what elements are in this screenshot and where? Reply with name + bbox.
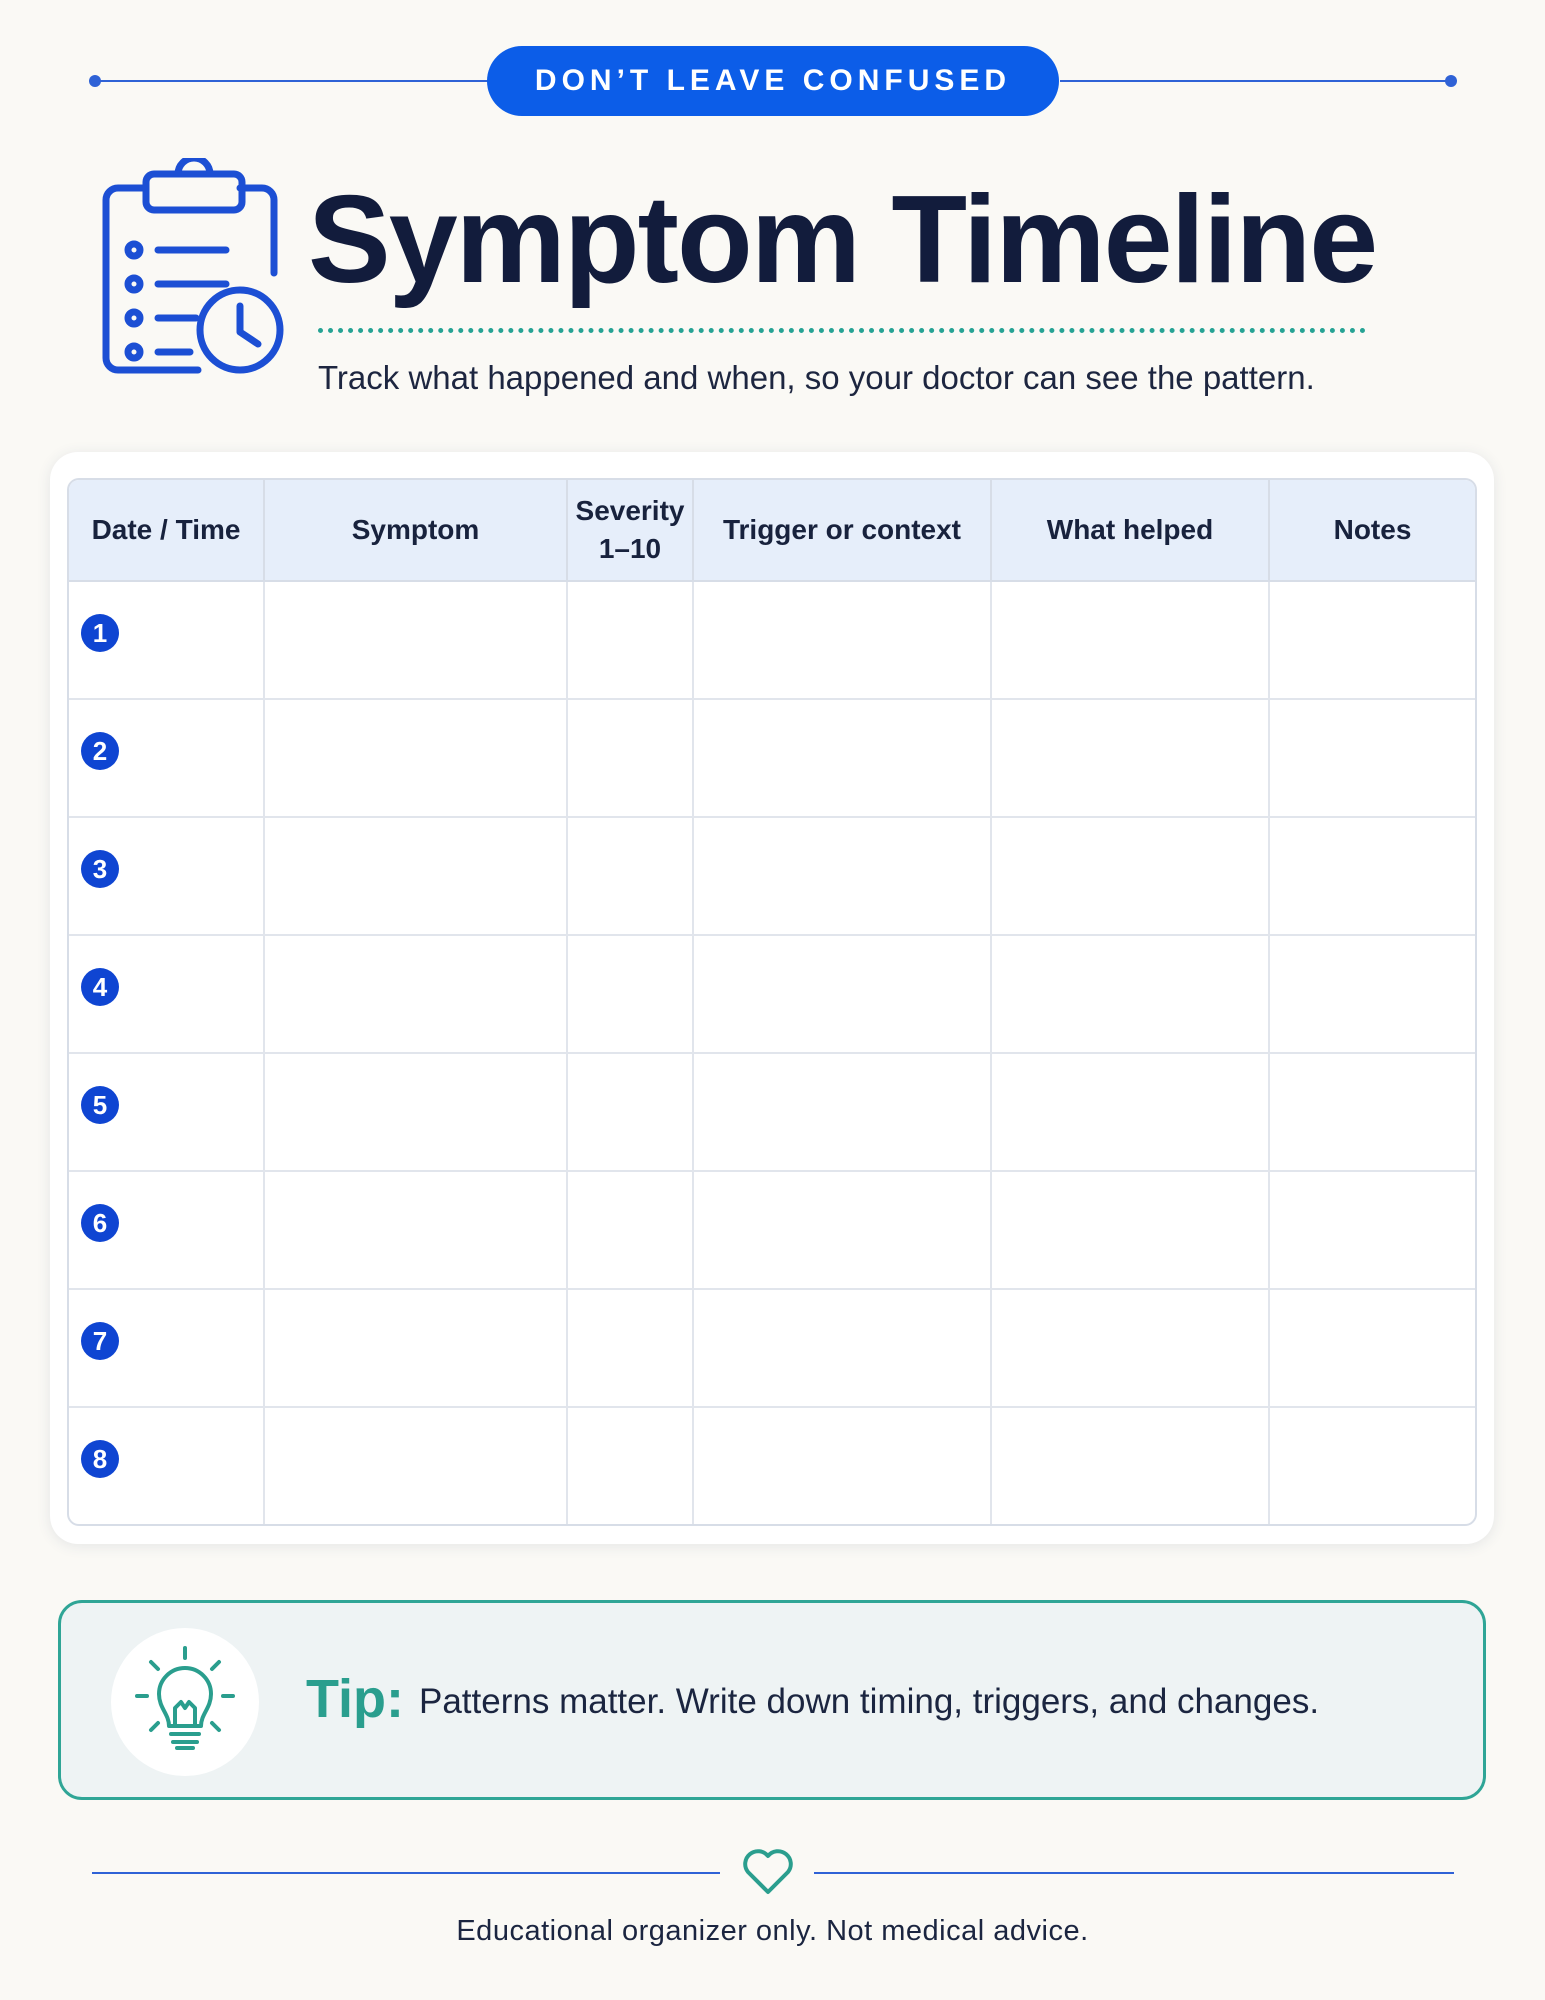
cell-symptom[interactable] xyxy=(265,700,568,818)
symptom-table xyxy=(67,478,1477,1526)
cell-notes[interactable] xyxy=(1270,582,1475,700)
page-subtitle: Track what happened and when, so your doctor can see the pattern. xyxy=(318,359,1315,396)
heart-icon xyxy=(740,1846,796,1898)
banner-dot-left xyxy=(89,75,101,87)
cell-notes[interactable] xyxy=(1270,700,1475,818)
cell-date-time[interactable] xyxy=(69,936,265,1054)
cell-notes[interactable] xyxy=(1270,818,1475,936)
row-number-badge: 1 xyxy=(81,614,119,652)
tip-icon-circle xyxy=(111,1628,259,1776)
column-header-trigger: Trigger or context xyxy=(694,480,992,582)
cell-date-time[interactable] xyxy=(69,1054,265,1172)
table-row xyxy=(69,1054,1475,1172)
column-header-date-time: Date / Time xyxy=(69,480,265,582)
footer-line-left xyxy=(92,1872,720,1874)
cell-symptom[interactable] xyxy=(265,936,568,1054)
cell-trigger[interactable] xyxy=(694,818,992,936)
row-number-badge: 7 xyxy=(81,1322,119,1360)
table-row xyxy=(69,1172,1475,1290)
cell-severity[interactable] xyxy=(568,1172,694,1290)
lightbulb-icon xyxy=(125,1642,245,1762)
title-dotted-divider xyxy=(318,328,1366,333)
row-number-badge: 6 xyxy=(81,1204,119,1242)
footer-disclaimer: Educational organizer only. Not medical advice. xyxy=(456,1915,1089,1947)
row-number-badge: 5 xyxy=(81,1086,119,1124)
cell-date-time[interactable] xyxy=(69,700,265,818)
row-number-badge: 4 xyxy=(81,968,119,1006)
cell-severity[interactable] xyxy=(568,936,694,1054)
cell-symptom[interactable] xyxy=(265,1408,568,1524)
clipboard-clock-icon xyxy=(98,158,288,380)
banner-dot-right xyxy=(1445,75,1457,87)
tip-box xyxy=(58,1600,1486,1800)
cell-notes[interactable] xyxy=(1270,1054,1475,1172)
table-row xyxy=(69,582,1475,700)
table-row xyxy=(69,936,1475,1054)
cell-severity[interactable] xyxy=(568,1290,694,1408)
cell-symptom[interactable] xyxy=(265,582,568,700)
cell-date-time[interactable] xyxy=(69,818,265,936)
cell-trigger[interactable] xyxy=(694,936,992,1054)
cell-notes[interactable] xyxy=(1270,1172,1475,1290)
cell-severity[interactable] xyxy=(568,1408,694,1524)
row-number-badge: 8 xyxy=(81,1440,119,1478)
banner-line-right xyxy=(1060,80,1452,82)
cell-what-helped[interactable] xyxy=(992,818,1270,936)
column-header-symptom: Symptom xyxy=(265,480,568,582)
cell-trigger[interactable] xyxy=(694,1408,992,1524)
cell-date-time[interactable] xyxy=(69,1290,265,1408)
cell-severity[interactable] xyxy=(568,1054,694,1172)
table-row xyxy=(69,1408,1475,1524)
cell-what-helped[interactable] xyxy=(992,1172,1270,1290)
cell-trigger[interactable] xyxy=(694,1172,992,1290)
table-header-row xyxy=(69,480,1475,582)
cell-trigger[interactable] xyxy=(694,1290,992,1408)
cell-trigger[interactable] xyxy=(694,582,992,700)
cell-trigger[interactable] xyxy=(694,700,992,818)
cell-symptom[interactable] xyxy=(265,1290,568,1408)
cell-date-time[interactable] xyxy=(69,1172,265,1290)
column-header-notes: Notes xyxy=(1270,480,1475,582)
row-number-badge: 2 xyxy=(81,732,119,770)
column-header-what-helped: What helped xyxy=(992,480,1270,582)
cell-what-helped[interactable] xyxy=(992,700,1270,818)
cell-severity[interactable] xyxy=(568,818,694,936)
cell-what-helped[interactable] xyxy=(992,582,1270,700)
column-header-severity: Severity 1–10 xyxy=(568,480,694,582)
cell-what-helped[interactable] xyxy=(992,1054,1270,1172)
cell-notes[interactable] xyxy=(1270,1290,1475,1408)
cell-trigger[interactable] xyxy=(694,1054,992,1172)
tip-label: Tip: xyxy=(306,1669,404,1729)
footer-line-right xyxy=(814,1872,1454,1874)
cell-notes[interactable] xyxy=(1270,1408,1475,1524)
cell-what-helped[interactable] xyxy=(992,1408,1270,1524)
cell-symptom[interactable] xyxy=(265,1172,568,1290)
cell-symptom[interactable] xyxy=(265,1054,568,1172)
tip-text: Patterns matter. Write down timing, triggers, and changes. xyxy=(419,1682,1320,1721)
banner-pill: DON’T LEAVE CONFUSED xyxy=(487,46,1059,116)
page-title: Symptom Timeline xyxy=(308,171,1377,309)
cell-severity[interactable] xyxy=(568,700,694,818)
cell-date-time[interactable] xyxy=(69,582,265,700)
table-row xyxy=(69,818,1475,936)
table-row xyxy=(69,700,1475,818)
cell-severity[interactable] xyxy=(568,582,694,700)
cell-symptom[interactable] xyxy=(265,818,568,936)
row-number-badge: 3 xyxy=(81,850,119,888)
banner-line-left xyxy=(95,80,488,82)
cell-what-helped[interactable] xyxy=(992,1290,1270,1408)
table-row xyxy=(69,1290,1475,1408)
cell-notes[interactable] xyxy=(1270,936,1475,1054)
cell-what-helped[interactable] xyxy=(992,936,1270,1054)
cell-date-time[interactable] xyxy=(69,1408,265,1524)
timeline-table-card xyxy=(50,452,1494,1544)
